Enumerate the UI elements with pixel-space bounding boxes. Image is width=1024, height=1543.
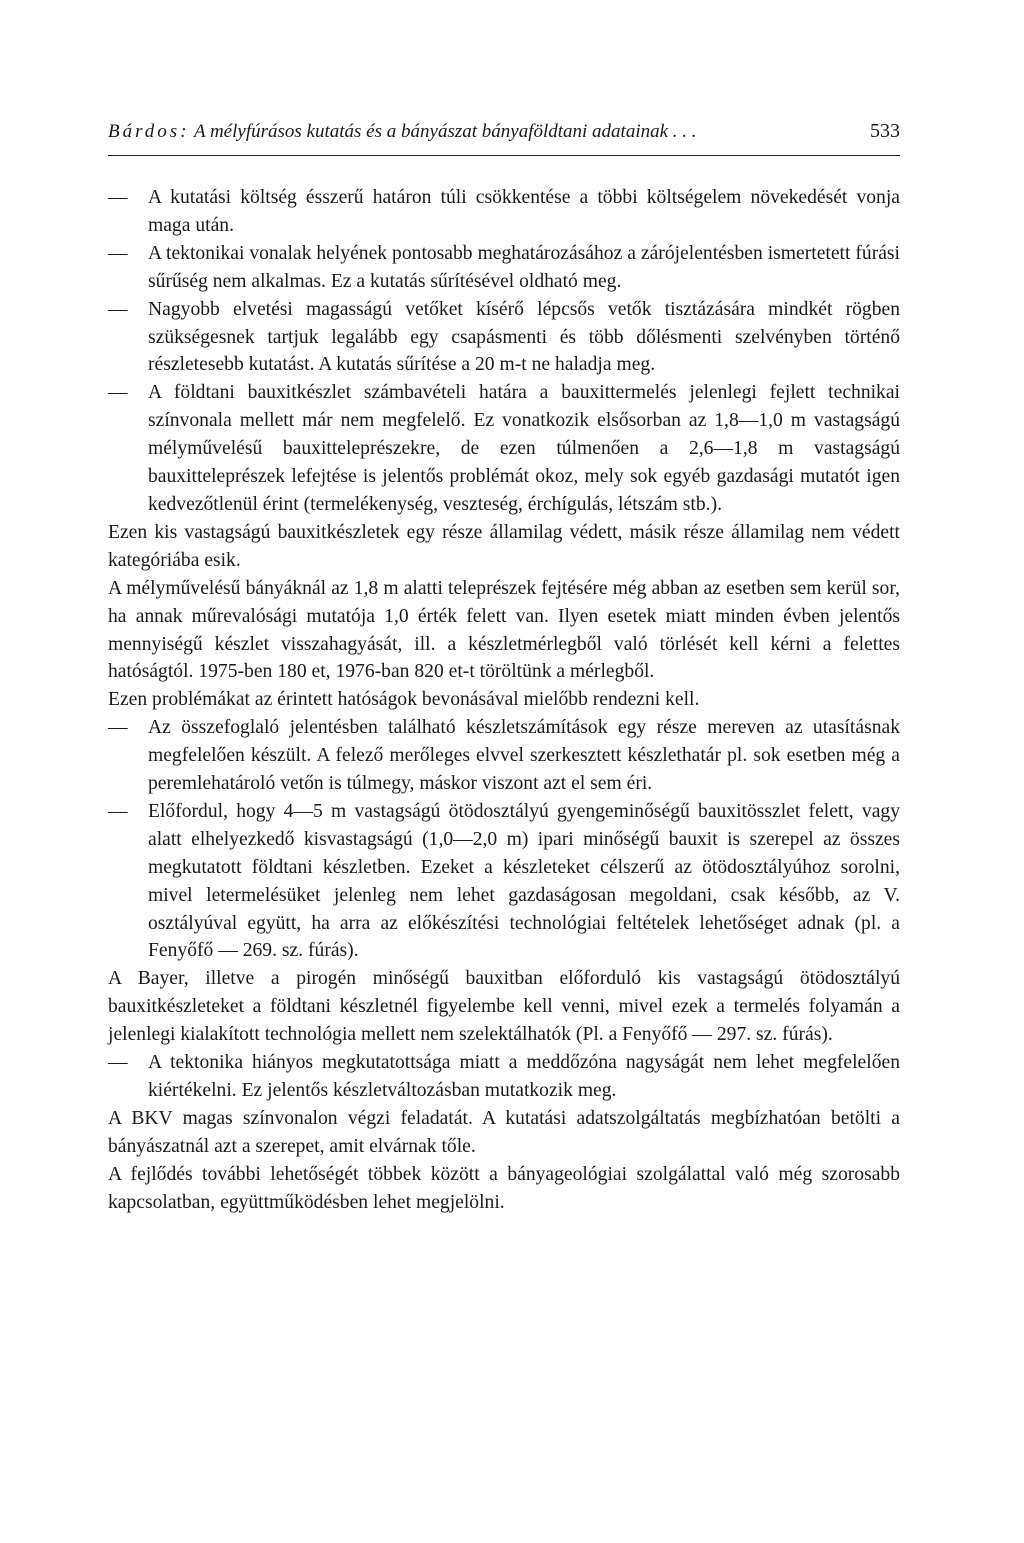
paragraph: Ezen kis vastagságú bauxitkészletek egy része államilag védett, másik része államilag nem védett kategóriába esik. bbox=[108, 521, 900, 571]
list-dash: — bbox=[108, 717, 128, 739]
paragraph: Ezen problémákat az érintett hatóságok bevonásával mielőbb rendezni kell. bbox=[108, 689, 700, 711]
list-item-text: A kutatási költség ésszerű határon túli csökkentése a többi költségelem növekedését vonja maga után. bbox=[148, 187, 900, 236]
list-item-text: A földtani bauxitkészlet számbavételi határa a bauxittermelés jelenlegi fejlett technikai színvonala mellett már nem megfelelő. Ez vonatkozik elsősorban az 1,8—1,0 m vastagságú mélyművelésű bauxitteleprészekre, de ezen túlmenően a 2,6—1,8 m vastagságú bauxitteleprészek lefejtése is jelentős problémát okoz, mely sok egyéb gazdasági mutatót igen kedvezőtlenül érint (termelékenység, veszteség, érchígulás, létszám stb.). bbox=[148, 382, 900, 515]
header-author: Bárdos: bbox=[108, 121, 190, 142]
paragraph: A fejlődés további lehetőségét többek között a bányageológiai szolgálattal való még szorosabb kapcsolatban, együttműködésben lehet megjelölni. bbox=[108, 1163, 900, 1213]
dash-list-item bbox=[108, 1049, 900, 1105]
paragraph: A mélyművelésű bányáknál az 1,8 m alatti teleprészek fejtésére még abban az esetben sem kerül sor, ha annak műrevalósági mutatója 1,0 érték felett van. Ilyen esetek miatt minden évben jelentős mennyiségű készlet visszahagyását, ill. a készletmérlegből való törlését kell kérni a felettes hatóságtól. 1975-ben 180 et, 1976-ban 820 et-t töröltünk a mérlegből. bbox=[108, 577, 900, 683]
list-dash: — bbox=[108, 242, 128, 264]
dash-list-item bbox=[108, 798, 900, 965]
list-item-text: Nagyobb elvetési magasságú vetőket kísérő lépcsős vetők tisztázására mindkét rögben szükségesnek tartjuk legalább egy csapásmenti és több dőlésmenti szelvényben történő részletesebb kutatást. A kutatás sűrítése a 20 m-t ne haladja meg. bbox=[148, 298, 900, 376]
list-dash: — bbox=[108, 298, 128, 320]
dash-list-item bbox=[108, 240, 900, 296]
document-body bbox=[108, 184, 900, 1217]
running-header bbox=[108, 120, 900, 156]
dash-list-item bbox=[108, 184, 900, 240]
list-item-text: A tektonikai vonalak helyének pontosabb meghatározásához a zárójelentésben ismertetett fúrási sűrűség nem alkalmas. Ez a kutatás sűrítésével oldható meg. bbox=[148, 242, 900, 292]
running-title bbox=[108, 121, 697, 143]
dash-list-item bbox=[108, 379, 900, 519]
dash-list-item bbox=[108, 296, 900, 380]
list-dash: — bbox=[108, 800, 128, 822]
list-dash: — bbox=[108, 187, 128, 208]
dash-list-item bbox=[108, 714, 900, 798]
paragraph: A Bayer, illetve a pirogén minőségű bauxitban előforduló kis vastagságú ötödosztályú bauxitkészleteket a földtani készletnél figyelembe kell venni, mivel ezek a termelés folyamán a jelenlegi kialakított technológia mellett nem szelektálhatók (Pl. a Fenyőfő — 297. sz. fúrás). bbox=[108, 968, 900, 1046]
document-page bbox=[108, 120, 900, 1217]
list-item-text: Előfordul, hogy 4—5 m vastagságú ötödosztályú gyengeminőségű bauxitösszlet felett, vagy alatt elhelyezkedő kisvastagságú (1,0—2,0 m) ipari minőségű bauxit is szerepel az összes megkutatott földtani készletben. Ezeket a készleteket célszerű az ötödosztályúhoz sorolni, mivel letermelésüket jelenleg nem lehet gazdaságosan megoldani, csak később, az V. osztályúval együtt, ha arra az előkészítési technológiai feltételek lehetőséget adnak (pl. a Fenyőfő — 269. sz. fúrás). bbox=[148, 800, 900, 962]
header-title: A mélyfúrásos kutatás és a bányászat bányaföldtani adatainak . . . bbox=[193, 121, 697, 142]
list-dash: — bbox=[108, 1052, 128, 1074]
list-item-text: A tektonika hiányos megkutatottsága miatt a meddőzóna nagyságát nem lehet megfelelően kiértékelni. Ez jelentős készletváltozásban mutatkozik meg. bbox=[148, 1052, 900, 1101]
list-dash: — bbox=[108, 382, 128, 404]
page-number: 533 bbox=[870, 120, 900, 142]
paragraph: A BKV magas színvonalon végzi feladatát. A kutatási adatszolgáltatás megbízhatóan betölti a bányászatnál azt a szerepet, amit elvárnak tőle. bbox=[108, 1107, 900, 1157]
list-item-text: Az összefoglaló jelentésben található készletszámítások egy része mereven az utasításnak megfelelően készült. A felező merőleges elvvel szerkesztett készlethatár pl. sok esetben még a peremlehatároló vetőn is túlmegy, máskor viszont azt el sem éri. bbox=[148, 717, 900, 795]
